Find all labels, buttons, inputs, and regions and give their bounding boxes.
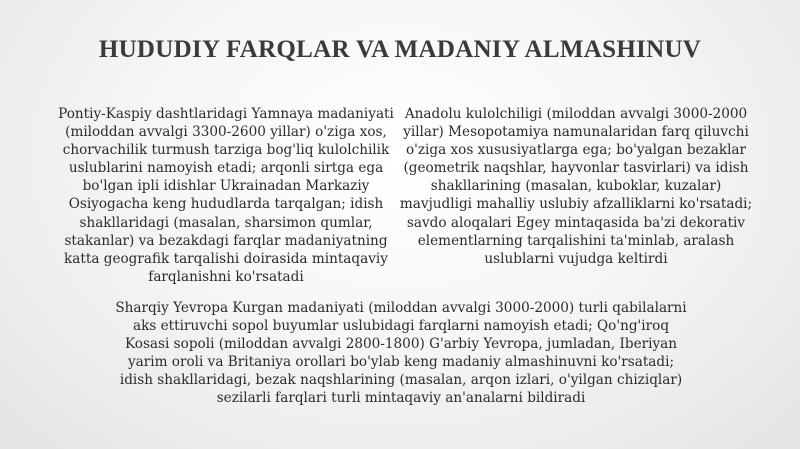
paragraph-anatolia: Anadolu kulolchiligi (miloddan avvalgi 3000-2000 yillar) Mesopotamiya namunalaridan farq qiluvchi o'ziga xos xususiyatlarga ega; bo'yalgan bezaklar (geometrik naqshlar, hayvonlar tasvirlari) va idish shakllarining (masalan, kuboklar, kuzalar) mavjudligi mahalliy uslubiy afzalliklarni ko'rsatadi; savdo aloqalari Egey mintaqasida ba'zi dekorativ elementlarning tarqalishini ta'minlab, aralash uslublarni vujudga keltirdi (399, 106, 753, 267)
slide-title: HUDUDIY FARQLAR VA MADANIY ALMASHINUV (98, 36, 702, 63)
paragraph-kurgan: Sharqiy Yevropa Kurgan madaniyati (miloddan avvalgi 3000-2000) turli qabilalarni aks ettiruvchi sopol buyumlar uslubidagi farqlarni namoyish etadi; Qo'ng'iroq Kosasi sopoli (miloddan avvalgi 2800-1800) G'arbiy Yevropa, jumladan, Iberiyan yarim oroli va Britaniya orollari bo'ylab keng madaniy almashinuvni ko'rsatadi; idish shakllaridagi, bezak naqshlarining (masalan, arqon izlari, o'yilgan chiziqlar) sezilarli farqlari turli mintaqaviy an'analarni bildiradi (115, 300, 687, 407)
paragraph-yamnaya: Pontiy-Kaspiy dashtlaridagi Yamnaya madaniyati (miloddan avvalgi 3300-2600 yillar) o'ziga xos, chorvachilik turmush tarziga bog'liq kulolchilik uslublarini namoyish etadi; arqonli sirtga ega bo'lgan ipli idishlar Ukrainadan Markaziy Osiyogacha keng hududlarda tarqalgan; idish shakllaridagi (masalan, sharsimon qumlar, stakanlar) va bezakdagi farqlar madaniyatning katta geografik tarqalishi doirasida mintaqaviy farqlanishni ko'rsatadi (58, 106, 394, 285)
